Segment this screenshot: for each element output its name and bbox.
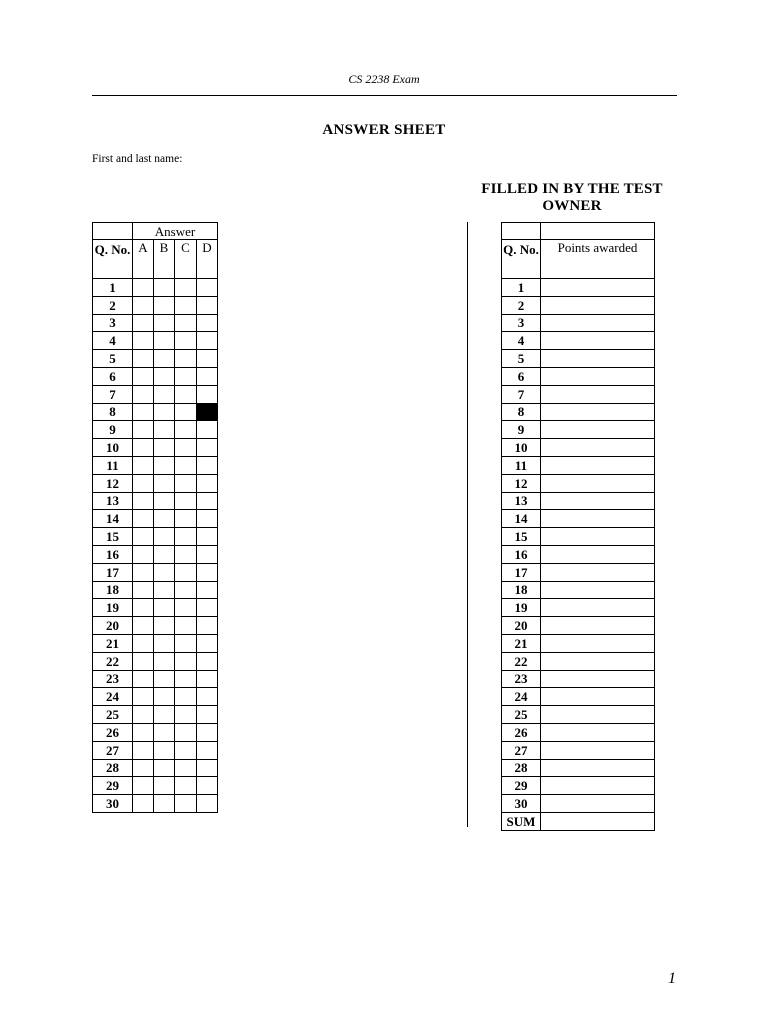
answer-cell-a[interactable] xyxy=(133,421,154,439)
answer-row xyxy=(93,617,218,635)
points-cell[interactable] xyxy=(541,403,655,421)
answer-row xyxy=(93,456,218,474)
answer-cell-b[interactable] xyxy=(154,296,175,314)
answer-cell-c[interactable] xyxy=(175,795,197,813)
question-number: 15 xyxy=(502,528,541,546)
answer-cell-a[interactable] xyxy=(133,563,154,581)
answer-cell-a[interactable] xyxy=(133,296,154,314)
answer-cell-b[interactable] xyxy=(154,777,175,795)
points-cell[interactable] xyxy=(541,581,655,599)
points-cell[interactable] xyxy=(541,510,655,528)
answer-row xyxy=(93,563,218,581)
answer-cell-c[interactable] xyxy=(175,634,197,652)
points-row xyxy=(502,563,655,581)
question-number: 28 xyxy=(502,759,541,777)
question-number: 16 xyxy=(502,545,541,563)
answer-cell-a[interactable] xyxy=(133,545,154,563)
points-cell[interactable] xyxy=(541,634,655,652)
points-cell[interactable] xyxy=(541,421,655,439)
answer-row xyxy=(93,581,218,599)
answer-cell-b[interactable] xyxy=(154,688,175,706)
answer-cell-b[interactable] xyxy=(154,510,175,528)
answer-cell-a[interactable] xyxy=(133,403,154,421)
question-number: 16 xyxy=(93,545,133,563)
points-awarded-header: Points awarded xyxy=(541,240,655,279)
answer-cell-d[interactable] xyxy=(197,296,218,314)
question-number: 4 xyxy=(93,332,133,350)
question-number: 10 xyxy=(502,439,541,457)
question-number: 3 xyxy=(502,314,541,332)
answer-cell-a[interactable] xyxy=(133,777,154,795)
answer-cell-b[interactable] xyxy=(154,634,175,652)
answer-row xyxy=(93,350,218,368)
answer-cell-b[interactable] xyxy=(154,350,175,368)
answer-cell-c[interactable] xyxy=(175,332,197,350)
points-row xyxy=(502,279,655,297)
question-number: 22 xyxy=(502,652,541,670)
points-cell[interactable] xyxy=(541,759,655,777)
answer-cell-c[interactable] xyxy=(175,723,197,741)
answer-cell-d[interactable] xyxy=(197,279,218,297)
answer-cell-b[interactable] xyxy=(154,314,175,332)
points-cell[interactable] xyxy=(541,670,655,688)
answer-row xyxy=(93,510,218,528)
question-number: 19 xyxy=(93,599,133,617)
points-cell[interactable] xyxy=(541,332,655,350)
points-cell[interactable] xyxy=(541,617,655,635)
question-number: 26 xyxy=(502,723,541,741)
answer-row xyxy=(93,385,218,403)
question-number: 20 xyxy=(502,617,541,635)
points-cell[interactable] xyxy=(541,528,655,546)
answer-cell-a[interactable] xyxy=(133,279,154,297)
question-number: 30 xyxy=(93,795,133,813)
answer-cell-c[interactable] xyxy=(175,314,197,332)
answer-cell-c[interactable] xyxy=(175,474,197,492)
answer-cell-c[interactable] xyxy=(175,403,197,421)
answer-cell-b[interactable] xyxy=(154,741,175,759)
points-row xyxy=(502,350,655,368)
points-row xyxy=(502,314,655,332)
answer-row xyxy=(93,688,218,706)
question-number: 7 xyxy=(93,385,133,403)
answer-cell-a[interactable] xyxy=(133,367,154,385)
answer-row xyxy=(93,474,218,492)
answer-row xyxy=(93,545,218,563)
page-title: ANSWER SHEET xyxy=(322,122,446,138)
sum-label: SUM xyxy=(502,812,541,830)
points-cell[interactable] xyxy=(541,279,655,297)
answer-cell-d[interactable] xyxy=(197,545,218,563)
answer-row xyxy=(93,421,218,439)
answer-row xyxy=(93,528,218,546)
answer-cell-a[interactable] xyxy=(133,670,154,688)
answer-cell-a[interactable] xyxy=(133,581,154,599)
answer-row xyxy=(93,670,218,688)
sum-cell[interactable] xyxy=(541,812,655,830)
answer-cell-a[interactable] xyxy=(133,528,154,546)
question-number: 13 xyxy=(502,492,541,510)
question-number: 28 xyxy=(93,759,133,777)
question-number: 26 xyxy=(93,723,133,741)
points-row xyxy=(502,545,655,563)
answer-cell-d[interactable] xyxy=(197,777,218,795)
answer-cell-c[interactable] xyxy=(175,528,197,546)
question-number: 1 xyxy=(93,279,133,297)
question-number: 17 xyxy=(93,563,133,581)
question-number: 1 xyxy=(502,279,541,297)
answer-row xyxy=(93,777,218,795)
answer-cell-d[interactable] xyxy=(197,741,218,759)
points-row xyxy=(502,296,655,314)
question-number: 4 xyxy=(502,332,541,350)
points-cell[interactable] xyxy=(541,545,655,563)
answer-cell-b[interactable] xyxy=(154,367,175,385)
points-cell[interactable] xyxy=(541,367,655,385)
question-number: 3 xyxy=(93,314,133,332)
question-number: 6 xyxy=(93,367,133,385)
answer-cell-c[interactable] xyxy=(175,350,197,368)
answer-cell-a[interactable] xyxy=(133,456,154,474)
question-number: 30 xyxy=(502,795,541,813)
points-cell[interactable] xyxy=(541,314,655,332)
answer-cell-a[interactable] xyxy=(133,759,154,777)
answer-cell-c[interactable] xyxy=(175,296,197,314)
answer-cell-d[interactable] xyxy=(197,403,218,421)
question-number: 2 xyxy=(93,296,133,314)
question-number: 11 xyxy=(502,456,541,474)
points-row xyxy=(502,385,655,403)
answer-row xyxy=(93,759,218,777)
page-header: CS 2238 Exam xyxy=(348,72,420,86)
question-number: 14 xyxy=(502,510,541,528)
answer-cell-c[interactable] xyxy=(175,545,197,563)
points-row xyxy=(502,777,655,795)
question-number: 14 xyxy=(93,510,133,528)
answer-cell-d[interactable] xyxy=(197,439,218,457)
answer-cell-b[interactable] xyxy=(154,385,175,403)
question-number: 25 xyxy=(93,706,133,724)
answer-cell-c[interactable] xyxy=(175,563,197,581)
answer-cell-d[interactable] xyxy=(197,634,218,652)
answer-cell-d[interactable] xyxy=(197,670,218,688)
question-number: 9 xyxy=(93,421,133,439)
answer-cell-d[interactable] xyxy=(197,723,218,741)
answer-cell-b[interactable] xyxy=(154,456,175,474)
question-number: 13 xyxy=(93,492,133,510)
points-row xyxy=(502,741,655,759)
qno-header: Q. No. xyxy=(502,240,541,279)
answer-cell-b[interactable] xyxy=(154,723,175,741)
answer-cell-a[interactable] xyxy=(133,350,154,368)
answer-cell-d[interactable] xyxy=(197,492,218,510)
answer-cell-d[interactable] xyxy=(197,332,218,350)
points-corner-cell xyxy=(541,223,655,240)
answer-cell-b[interactable] xyxy=(154,795,175,813)
points-row xyxy=(502,474,655,492)
points-row xyxy=(502,688,655,706)
answer-cell-d[interactable] xyxy=(197,421,218,439)
answer-row xyxy=(93,332,218,350)
points-row xyxy=(502,528,655,546)
answer-cell-a[interactable] xyxy=(133,385,154,403)
answer-cell-a[interactable] xyxy=(133,510,154,528)
points-row xyxy=(502,723,655,741)
question-number: 24 xyxy=(502,688,541,706)
answer-cell-b[interactable] xyxy=(154,670,175,688)
question-number: 12 xyxy=(502,474,541,492)
answer-table xyxy=(92,222,218,813)
answer-cell-a[interactable] xyxy=(133,652,154,670)
answer-row xyxy=(93,723,218,741)
answer-cell-d[interactable] xyxy=(197,510,218,528)
points-cell[interactable] xyxy=(541,350,655,368)
page-number: 1 xyxy=(668,970,676,987)
points-cell[interactable] xyxy=(541,723,655,741)
question-number: 22 xyxy=(93,652,133,670)
points-row xyxy=(502,634,655,652)
answer-cell-b[interactable] xyxy=(154,403,175,421)
owner-section-title: FILLED IN BY THE TEST OWNER xyxy=(481,181,663,214)
option-header-a: A xyxy=(133,240,154,279)
answer-cell-a[interactable] xyxy=(133,741,154,759)
option-header-b: B xyxy=(154,240,175,279)
question-number: 23 xyxy=(502,670,541,688)
points-cell[interactable] xyxy=(541,492,655,510)
points-cell[interactable] xyxy=(541,795,655,813)
answer-cell-c[interactable] xyxy=(175,759,197,777)
answer-row xyxy=(93,599,218,617)
points-cell[interactable] xyxy=(541,385,655,403)
answer-cell-a[interactable] xyxy=(133,314,154,332)
answer-cell-d[interactable] xyxy=(197,652,218,670)
points-row xyxy=(502,617,655,635)
answer-row xyxy=(93,706,218,724)
answer-row xyxy=(93,279,218,297)
answer-corner-cell xyxy=(93,223,133,240)
answer-cell-d[interactable] xyxy=(197,350,218,368)
points-row xyxy=(502,421,655,439)
answer-cell-b[interactable] xyxy=(154,617,175,635)
answer-row xyxy=(93,741,218,759)
answer-cell-c[interactable] xyxy=(175,599,197,617)
answer-cell-b[interactable] xyxy=(154,599,175,617)
answer-cell-d[interactable] xyxy=(197,759,218,777)
answer-cell-b[interactable] xyxy=(154,528,175,546)
question-number: 18 xyxy=(93,581,133,599)
points-cell[interactable] xyxy=(541,563,655,581)
answer-cell-a[interactable] xyxy=(133,474,154,492)
question-number: 8 xyxy=(502,403,541,421)
points-cell[interactable] xyxy=(541,741,655,759)
answer-cell-a[interactable] xyxy=(133,332,154,350)
points-corner-cell xyxy=(502,223,541,240)
question-number: 27 xyxy=(93,741,133,759)
question-number: 17 xyxy=(502,563,541,581)
points-cell[interactable] xyxy=(541,777,655,795)
points-row xyxy=(502,439,655,457)
answer-cell-a[interactable] xyxy=(133,688,154,706)
answer-cell-d[interactable] xyxy=(197,563,218,581)
answer-cell-c[interactable] xyxy=(175,581,197,599)
answer-cell-d[interactable] xyxy=(197,474,218,492)
answer-cell-d[interactable] xyxy=(197,528,218,546)
answer-cell-d[interactable] xyxy=(197,795,218,813)
answer-cell-a[interactable] xyxy=(133,795,154,813)
question-number: 20 xyxy=(93,617,133,635)
answer-cell-a[interactable] xyxy=(133,723,154,741)
question-number: 27 xyxy=(502,741,541,759)
points-cell[interactable] xyxy=(541,296,655,314)
question-number: 10 xyxy=(93,439,133,457)
points-cell[interactable] xyxy=(541,688,655,706)
answer-cell-a[interactable] xyxy=(133,617,154,635)
answer-row xyxy=(93,492,218,510)
question-number: 24 xyxy=(93,688,133,706)
answer-cell-b[interactable] xyxy=(154,759,175,777)
answer-group-header: Answer xyxy=(133,223,218,240)
answer-row xyxy=(93,652,218,670)
answer-cell-a[interactable] xyxy=(133,706,154,724)
answer-row xyxy=(93,314,218,332)
answer-cell-b[interactable] xyxy=(154,581,175,599)
sum-row xyxy=(502,812,655,830)
question-number: 23 xyxy=(93,670,133,688)
answer-cell-c[interactable] xyxy=(175,439,197,457)
answer-cell-b[interactable] xyxy=(154,439,175,457)
answer-row xyxy=(93,367,218,385)
points-cell[interactable] xyxy=(541,652,655,670)
points-table xyxy=(501,222,655,831)
points-cell[interactable] xyxy=(541,474,655,492)
answer-cell-c[interactable] xyxy=(175,741,197,759)
answer-cell-b[interactable] xyxy=(154,279,175,297)
answer-cell-c[interactable] xyxy=(175,279,197,297)
question-number: 6 xyxy=(502,367,541,385)
answer-row xyxy=(93,296,218,314)
points-cell[interactable] xyxy=(541,439,655,457)
answer-cell-c[interactable] xyxy=(175,385,197,403)
answer-cell-d[interactable] xyxy=(197,706,218,724)
question-number: 19 xyxy=(502,599,541,617)
answer-cell-c[interactable] xyxy=(175,421,197,439)
question-number: 9 xyxy=(502,421,541,439)
qno-header: Q. No. xyxy=(93,240,133,279)
answer-cell-a[interactable] xyxy=(133,599,154,617)
answer-cell-c[interactable] xyxy=(175,510,197,528)
points-row xyxy=(502,510,655,528)
points-row xyxy=(502,332,655,350)
points-cell[interactable] xyxy=(541,599,655,617)
answer-cell-c[interactable] xyxy=(175,688,197,706)
answer-cell-c[interactable] xyxy=(175,456,197,474)
question-number: 12 xyxy=(93,474,133,492)
answer-row xyxy=(93,439,218,457)
question-number: 29 xyxy=(93,777,133,795)
answer-cell-d[interactable] xyxy=(197,599,218,617)
answer-cell-b[interactable] xyxy=(154,474,175,492)
answer-cell-b[interactable] xyxy=(154,652,175,670)
question-number: 2 xyxy=(502,296,541,314)
header-rule xyxy=(92,95,677,96)
points-row xyxy=(502,403,655,421)
question-number: 11 xyxy=(93,456,133,474)
answer-cell-d[interactable] xyxy=(197,367,218,385)
answer-cell-c[interactable] xyxy=(175,652,197,670)
points-cell[interactable] xyxy=(541,706,655,724)
points-row xyxy=(502,670,655,688)
answer-cell-d[interactable] xyxy=(197,314,218,332)
answer-cell-b[interactable] xyxy=(154,421,175,439)
question-number: 15 xyxy=(93,528,133,546)
question-number: 21 xyxy=(502,634,541,652)
answer-cell-b[interactable] xyxy=(154,332,175,350)
question-number: 5 xyxy=(93,350,133,368)
answer-row xyxy=(93,795,218,813)
points-row xyxy=(502,795,655,813)
points-row xyxy=(502,599,655,617)
answer-cell-c[interactable] xyxy=(175,367,197,385)
answer-cell-c[interactable] xyxy=(175,706,197,724)
answer-cell-b[interactable] xyxy=(154,706,175,724)
name-label: First and last name: xyxy=(92,153,183,165)
answer-cell-c[interactable] xyxy=(175,492,197,510)
answer-row xyxy=(93,403,218,421)
answer-cell-a[interactable] xyxy=(133,439,154,457)
question-number: 8 xyxy=(93,403,133,421)
question-number: 25 xyxy=(502,706,541,724)
answer-cell-d[interactable] xyxy=(197,581,218,599)
answer-cell-d[interactable] xyxy=(197,688,218,706)
points-row xyxy=(502,581,655,599)
answer-cell-a[interactable] xyxy=(133,634,154,652)
points-cell[interactable] xyxy=(541,456,655,474)
vertical-divider xyxy=(467,222,468,827)
points-row xyxy=(502,367,655,385)
option-header-c: C xyxy=(175,240,197,279)
question-number: 21 xyxy=(93,634,133,652)
answer-cell-d[interactable] xyxy=(197,456,218,474)
question-number: 7 xyxy=(502,385,541,403)
answer-cell-c[interactable] xyxy=(175,617,197,635)
option-header-d: D xyxy=(197,240,218,279)
question-number: 5 xyxy=(502,350,541,368)
points-row xyxy=(502,652,655,670)
answer-cell-b[interactable] xyxy=(154,492,175,510)
points-row xyxy=(502,759,655,777)
points-row xyxy=(502,456,655,474)
answer-cell-b[interactable] xyxy=(154,563,175,581)
points-row xyxy=(502,492,655,510)
answer-cell-c[interactable] xyxy=(175,777,197,795)
answer-cell-d[interactable] xyxy=(197,385,218,403)
question-number: 29 xyxy=(502,777,541,795)
answer-cell-c[interactable] xyxy=(175,670,197,688)
question-number: 18 xyxy=(502,581,541,599)
answer-cell-b[interactable] xyxy=(154,545,175,563)
answer-row xyxy=(93,634,218,652)
answer-cell-d[interactable] xyxy=(197,617,218,635)
points-row xyxy=(502,706,655,724)
answer-cell-a[interactable] xyxy=(133,492,154,510)
